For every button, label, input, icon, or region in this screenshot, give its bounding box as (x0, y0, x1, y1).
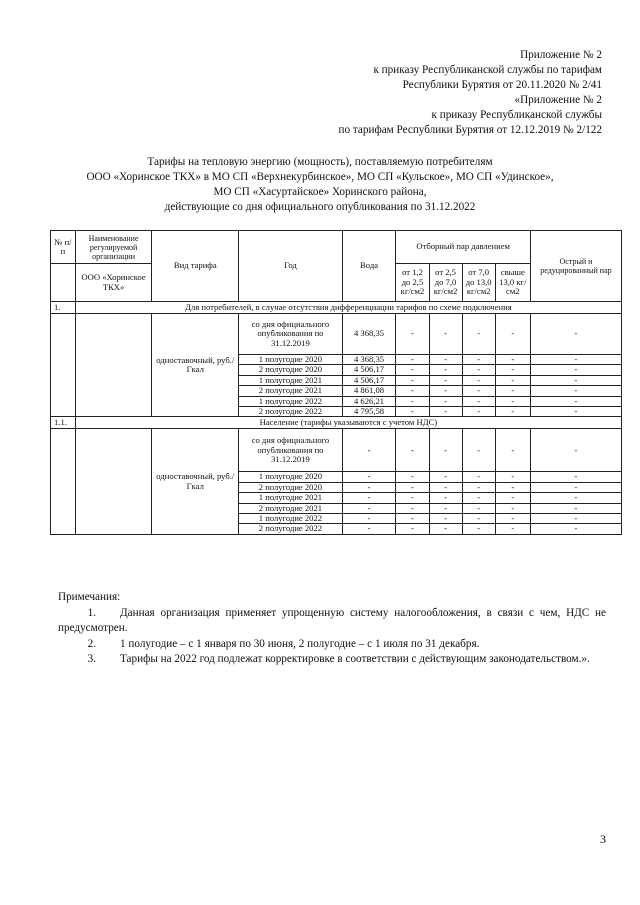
steam-value: - (429, 407, 462, 417)
sharp-steam-value: - (530, 493, 621, 503)
period-cell: 2 полугодие 2021 (239, 503, 342, 513)
steam-value: - (462, 514, 495, 524)
header-line: Приложение № 2 (520, 49, 602, 61)
sharp-steam-value: - (530, 482, 621, 492)
steam-value: - (462, 482, 495, 492)
steam-value: - (462, 524, 495, 534)
period-cell: 2 полугодие 2022 (239, 524, 342, 534)
steam-value: - (429, 375, 462, 385)
sharp-steam-value: - (530, 314, 621, 355)
water-value: 4 861,08 (342, 386, 396, 396)
title-line: ООО «Хоринское ТКХ» в МО СП «Верхнекурбинское», МО СП «Кульское», МО СП «Удинское», (86, 171, 554, 183)
steam-value: - (495, 386, 530, 396)
water-value: 4 626,21 (342, 396, 396, 406)
water-value: - (342, 429, 396, 472)
steam-value: - (462, 355, 495, 365)
org-empty (75, 314, 152, 417)
steam-value: - (396, 365, 429, 375)
header-water: Вода (342, 231, 396, 302)
header-pressure-4: свыше 13,0 кг/см2 (495, 264, 530, 302)
sharp-steam-value: - (530, 407, 621, 417)
steam-value: - (396, 375, 429, 385)
steam-value: - (495, 355, 530, 365)
period-cell: со дня официального опубликования по 31.12.2019 (239, 314, 342, 355)
num-empty (51, 314, 76, 417)
title-line: МО СП «Хасуртайское» Хоринского района, (213, 186, 427, 198)
steam-value: - (462, 365, 495, 375)
header-org: Наименование регулируемой организации (75, 231, 152, 264)
steam-value: - (462, 375, 495, 385)
steam-value: - (462, 314, 495, 355)
section-number: 1.1. (51, 417, 76, 429)
order-header (339, 48, 603, 138)
note-number: 3. (87, 652, 96, 665)
section-number: 1. (51, 302, 76, 314)
header-sharp-steam: Острый и редуцированный пар (530, 231, 621, 302)
header-line: к приказу Республиканской службы (431, 109, 602, 121)
header-line: по тарифам Республики Бурятия от 12.12.2019 № 2/122 (338, 124, 602, 136)
header-line: к приказу Республиканской службы по тарифам (373, 64, 602, 76)
water-value: - (342, 503, 396, 513)
sharp-steam-value: - (530, 514, 621, 524)
steam-value: - (495, 429, 530, 472)
steam-value: - (396, 386, 429, 396)
header-pressure-1: от 1,2 до 2,5 кг/см2 (396, 264, 429, 302)
period-cell: со дня официального опубликования по 31.12.2019 (239, 429, 342, 472)
steam-value: - (495, 472, 530, 482)
header-line: Республики Бурятия от 20.11.2020 № 2/41 (402, 79, 602, 91)
steam-value: - (429, 429, 462, 472)
water-value: - (342, 524, 396, 534)
steam-value: - (429, 524, 462, 534)
steam-value: - (429, 396, 462, 406)
sharp-steam-value: - (530, 472, 621, 482)
header-tariff-type: Вид тарифа (152, 231, 239, 302)
steam-value: - (429, 386, 462, 396)
header-pressure-3: от 7,0 до 13,0 кг/см2 (462, 264, 495, 302)
sharp-steam-value: - (530, 429, 621, 472)
note-text: 1 полугодие – с 1 января по 30 июня, 2 полугодие – с 1 июля по 31 декабря. (120, 637, 480, 650)
steam-value: - (495, 407, 530, 417)
steam-value: - (462, 472, 495, 482)
water-value: - (342, 482, 396, 492)
period-cell: 1 полугодие 2022 (239, 396, 342, 406)
steam-value: - (462, 493, 495, 503)
document-title (30, 155, 610, 215)
period-cell: 2 полугодие 2022 (239, 407, 342, 417)
sharp-steam-value: - (530, 503, 621, 513)
steam-value: - (396, 493, 429, 503)
steam-value: - (429, 503, 462, 513)
steam-value: - (462, 396, 495, 406)
note-number: 2. (87, 637, 96, 650)
water-value: 4 506,17 (342, 365, 396, 375)
steam-value: - (495, 482, 530, 492)
notes-section (58, 590, 606, 667)
page-number: 3 (600, 832, 606, 846)
period-cell: 1 полугодие 2020 (239, 472, 342, 482)
period-cell: 1 полугодие 2021 (239, 375, 342, 385)
steam-value: - (396, 314, 429, 355)
steam-value: - (462, 503, 495, 513)
sharp-steam-value: - (530, 386, 621, 396)
steam-value: - (495, 524, 530, 534)
note-text: Тарифы на 2022 год подлежат корректировке в соответствии с действующим законодательством.». (120, 652, 590, 665)
steam-value: - (429, 472, 462, 482)
header-pressure-2: от 2,5 до 7,0 кг/см2 (429, 264, 462, 302)
org-name: ООО «Хоринское ТКХ» (75, 264, 152, 302)
steam-value: - (429, 355, 462, 365)
header-steam: Отборный пар давлением (396, 231, 530, 264)
period-cell: 1 полугодие 2021 (239, 493, 342, 503)
notes-title: Примечания: (58, 591, 121, 603)
steam-value: - (495, 493, 530, 503)
period-cell: 2 полугодие 2020 (239, 482, 342, 492)
title-line: действующие со дня официального опубликования по 31.12.2022 (164, 201, 476, 213)
steam-value: - (396, 355, 429, 365)
steam-value: - (396, 482, 429, 492)
period-cell: 1 полугодие 2022 (239, 514, 342, 524)
org-empty (75, 429, 152, 534)
section-title: Население (тарифы указываются с учетом НДС) (75, 417, 621, 429)
header-line: «Приложение № 2 (514, 94, 602, 106)
note-item (58, 637, 606, 652)
sharp-steam-value: - (530, 365, 621, 375)
steam-value: - (396, 524, 429, 534)
steam-value: - (495, 314, 530, 355)
steam-value: - (462, 429, 495, 472)
steam-value: - (495, 365, 530, 375)
water-value: 4 368,35 (342, 314, 396, 355)
water-value: - (342, 514, 396, 524)
section-title: Для потребителей, в случае отсутствия дифференциации тарифов по схеме подключения (75, 302, 621, 314)
water-value: - (342, 493, 396, 503)
water-value: 4 795,58 (342, 407, 396, 417)
steam-value: - (429, 514, 462, 524)
steam-value: - (495, 375, 530, 385)
tariff-type: одноставочный, руб./Гкал (152, 314, 239, 417)
steam-value: - (429, 314, 462, 355)
sharp-steam-value: - (530, 524, 621, 534)
period-cell: 2 полугодие 2020 (239, 365, 342, 375)
steam-value: - (396, 503, 429, 513)
header-year: Год (239, 231, 342, 302)
sharp-steam-value: - (530, 396, 621, 406)
steam-value: - (396, 396, 429, 406)
steam-value: - (396, 407, 429, 417)
water-value: 4 368,35 (342, 355, 396, 365)
note-text: Данная организация применяет упрощенную систему налогообложения, в связи с чем, НДС не предусмотрен. (58, 607, 606, 635)
sharp-steam-value: - (530, 375, 621, 385)
title-line: Тарифы на тепловую энергию (мощность), поставляемую потребителям (147, 156, 493, 168)
num-empty (51, 429, 76, 534)
steam-value: - (396, 514, 429, 524)
header-num-empty (51, 264, 76, 302)
tariff-type: одноставочный, руб./Гкал (152, 429, 239, 534)
water-value: - (342, 472, 396, 482)
steam-value: - (429, 482, 462, 492)
period-cell: 1 полугодие 2020 (239, 355, 342, 365)
steam-value: - (462, 386, 495, 396)
note-item (58, 652, 606, 667)
note-item (58, 606, 606, 636)
tariff-table (50, 230, 622, 535)
steam-value: - (495, 514, 530, 524)
steam-value: - (396, 472, 429, 482)
steam-value: - (429, 365, 462, 375)
note-number: 1. (87, 607, 96, 620)
steam-value: - (462, 407, 495, 417)
steam-value: - (429, 493, 462, 503)
steam-value: - (495, 503, 530, 513)
water-value: 4 506,17 (342, 375, 396, 385)
sharp-steam-value: - (530, 355, 621, 365)
period-cell: 2 полугодие 2021 (239, 386, 342, 396)
header-num: № п/п (51, 231, 76, 264)
steam-value: - (495, 396, 530, 406)
steam-value: - (396, 429, 429, 472)
